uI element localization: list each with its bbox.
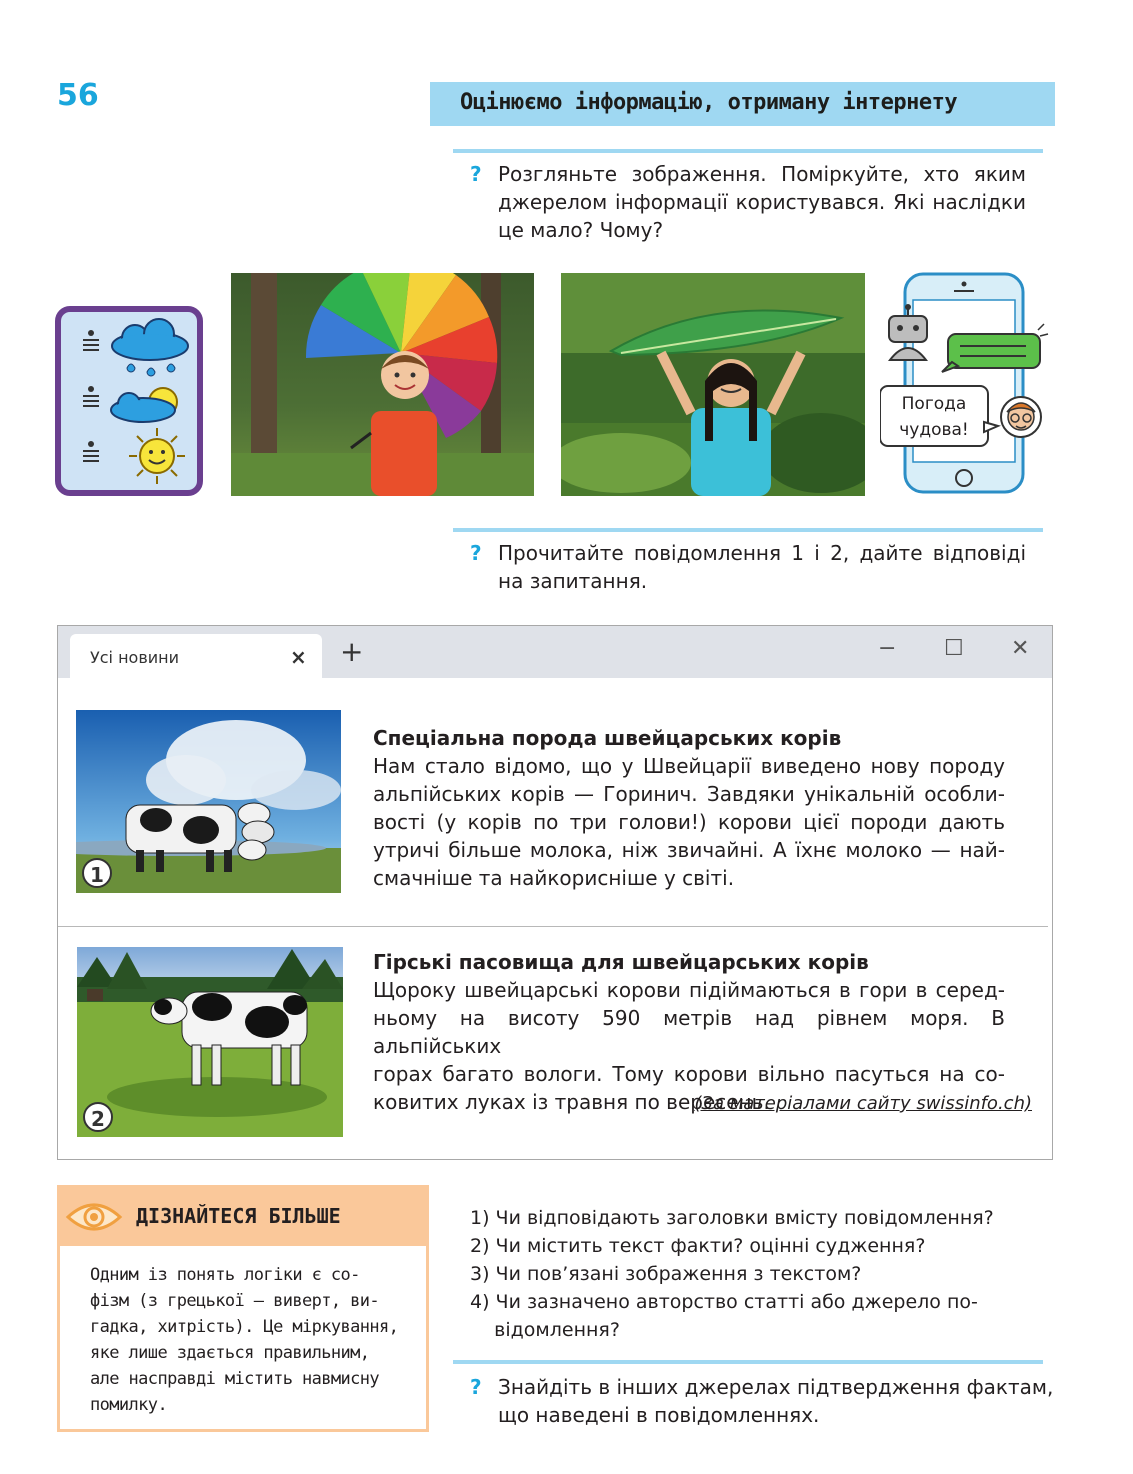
news-divider [58, 926, 1048, 927]
page-number: 56 [57, 78, 99, 113]
question-3-text [498, 1373, 1054, 1429]
maximize-icon[interactable]: ☐ [944, 636, 964, 661]
news-line: смачніше та найкорисніше у світі. [373, 866, 735, 890]
new-tab-button[interactable]: + [340, 635, 364, 668]
news-line: ньому на висоту 590 метрів над рівнем моря. В альпійських [373, 1006, 1005, 1058]
question-line: Прочитайте повідомлення 1 і 2, дайте відповіді [498, 541, 1026, 565]
question-line: джерелом інформації користувався. Які наслідки [498, 190, 1026, 214]
learn-more-line: яке лише здається правильним, [90, 1343, 370, 1363]
section-title-bar [430, 82, 1055, 126]
news-1-title[interactable]: Спеціальна порода швейцарських корів [373, 726, 842, 750]
list-item: відомлення? [470, 1319, 620, 1341]
browser-tab-all-news[interactable] [70, 634, 322, 678]
questions-list [470, 1204, 1040, 1344]
news-2-number-badge: 2 [83, 1102, 113, 1132]
news-2-text [373, 948, 1005, 1116]
news-line: утричі більше молока, ніж звичайні. А їхнє молоко — най- [373, 838, 1005, 862]
question-icon: ? [470, 541, 482, 565]
list-item: 4) Чи зазначено авторство статті або джерело по- [470, 1291, 978, 1313]
phone-chat-illustration [880, 272, 1050, 496]
learn-more-title: ДІЗНАЙТЕСЯ БІЛЬШЕ [136, 1204, 341, 1228]
news-line: ковитих луках із травня по вересень. [373, 1090, 770, 1114]
learn-more-line: фізм (з грецької — виверт, ви- [90, 1291, 380, 1311]
news-line: альпійських корів — Горинич. Завдяки унікальній особли- [373, 782, 1005, 806]
question-icon: ? [470, 162, 482, 186]
browser-window [57, 625, 1053, 1160]
minimize-icon[interactable]: − [878, 636, 897, 661]
question-2-text [498, 539, 1026, 595]
learn-more-line: помилку. [90, 1395, 168, 1415]
news-line: горах багато вологи. Тому корови вільно пасуться на со- [373, 1062, 1005, 1086]
question-line: це мало? Чому? [498, 218, 664, 242]
question-divider [453, 1360, 1043, 1364]
question-divider [453, 528, 1043, 532]
news-1-number-badge: 1 [82, 858, 112, 888]
photo-girl-with-leaf [561, 273, 865, 496]
tab-close-icon[interactable]: × [290, 645, 307, 669]
news-line: вості (у корів по три голови!) корови цієї породи дають [373, 810, 1005, 834]
news-1-image [76, 710, 341, 893]
news-line: Нам стало відомо, що у Швейцарії виведено нову породу [373, 754, 1005, 778]
news-1-text [373, 724, 1005, 892]
news-2-title[interactable]: Гірські пасовища для швейцарських корів [373, 950, 869, 974]
question-divider [453, 149, 1043, 153]
boy-avatar-icon [1001, 397, 1041, 437]
question-line: на запитання. [498, 569, 648, 593]
question-icon: ? [470, 1375, 482, 1399]
news-1-body [373, 752, 1005, 892]
chat-message-line: чудова! [899, 420, 969, 440]
learn-more-text [90, 1262, 405, 1418]
tab-label: Усі новини [90, 648, 180, 667]
question-line: Розгляньте зображення. Поміркуйте, хто яким [498, 162, 1026, 186]
news-line: Щороку швейцарські корови підіймаються в гори в серед- [373, 978, 1005, 1002]
close-window-icon[interactable]: ✕ [1011, 636, 1030, 661]
list-item: 3) Чи пов’язані зображення з текстом? [470, 1263, 862, 1285]
list-item: 1) Чи відповідають заголовки вмісту повідомлення? [470, 1207, 994, 1229]
question-line: що наведені в повідомленнях. [498, 1403, 820, 1427]
question-1-text [498, 160, 1026, 244]
list-item: 2) Чи містить текст факти? оцінні судження? [470, 1235, 926, 1257]
learn-more-header [60, 1188, 426, 1246]
learn-more-line: Одним із понять логіки є со- [90, 1265, 360, 1285]
chat-message-line: Погода [901, 394, 967, 414]
chat-message [880, 391, 988, 443]
question-line: Знайдіть в інших джерелах підтвердження фактам, [498, 1375, 1054, 1399]
photo-boy-with-umbrella [231, 273, 534, 496]
eye-icon [64, 1197, 124, 1237]
section-title: Оцінюємо інформацію, отриману інтернету [460, 90, 958, 115]
news-source-link[interactable]: (За матеріалами сайту swissinfo.ch) [694, 1093, 1032, 1114]
browser-tab-bar [58, 626, 1052, 678]
news-2-image [77, 947, 343, 1137]
learn-more-box [57, 1185, 429, 1432]
weather-forecast-card [55, 306, 203, 496]
learn-more-line: гадка, хитрість). Це міркування, [90, 1317, 399, 1337]
learn-more-line: але насправді містить навмисну [90, 1369, 380, 1389]
